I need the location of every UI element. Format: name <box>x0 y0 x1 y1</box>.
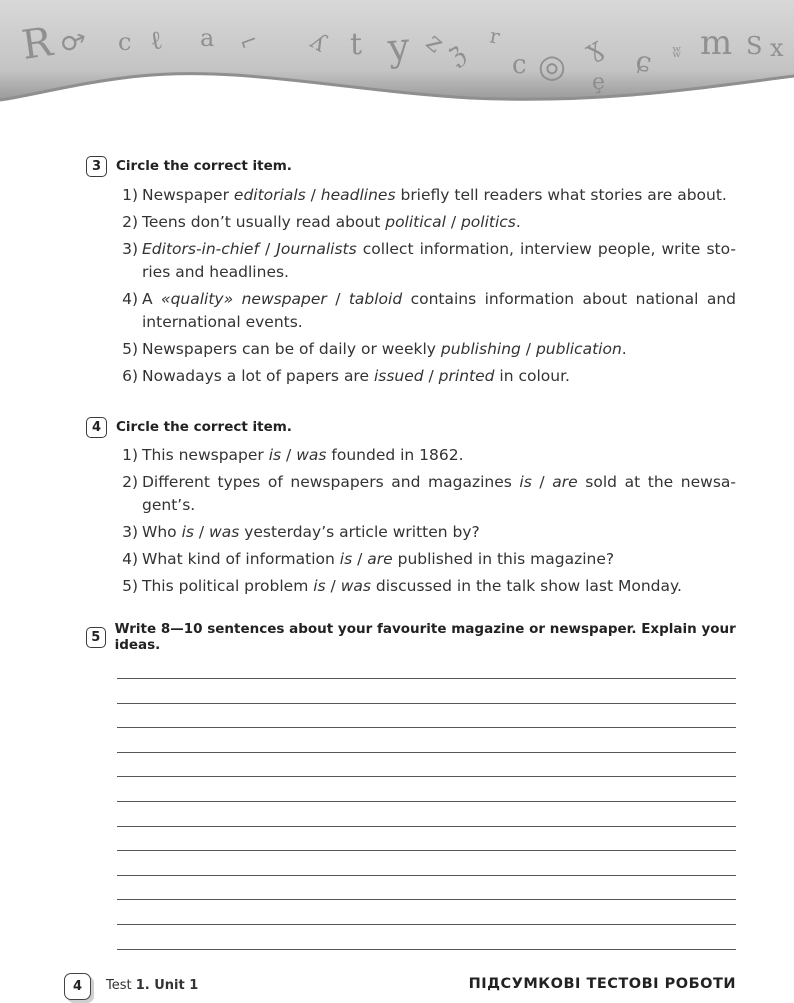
item-number: 4) <box>122 290 138 308</box>
exercise-4 <box>86 416 736 598</box>
decor-letter: R <box>18 19 56 69</box>
exercise-item <box>86 521 736 544</box>
exercise-items <box>86 444 736 598</box>
sentence-text: This newspaper <box>142 446 269 464</box>
exercise-instruction: Circle the correct item. <box>116 419 292 435</box>
decor-letter: c <box>512 50 527 80</box>
exercise-item <box>86 575 736 598</box>
exercise-item <box>86 471 736 517</box>
item-sentence <box>140 238 736 284</box>
item-number: 4) <box>122 550 138 568</box>
exercise-item <box>86 238 736 284</box>
item-sentence <box>140 521 736 544</box>
choice-option[interactable]: issued <box>373 367 424 385</box>
choice-option[interactable]: was <box>209 523 240 541</box>
sentence-text: A <box>142 290 162 308</box>
sentence-text: / <box>520 340 536 358</box>
writing-line[interactable] <box>117 727 736 728</box>
writing-line[interactable] <box>117 678 736 679</box>
writing-line[interactable] <box>117 826 736 827</box>
choice-option[interactable]: «quality» newspaper <box>161 290 327 308</box>
sentence-text: Teens don’t usually read about <box>142 213 386 231</box>
exercise-number-box: 3 <box>86 156 107 177</box>
exercise-3 <box>86 155 736 388</box>
exercise-number-box: 5 <box>86 627 106 648</box>
test-prefix: Test <box>106 978 136 993</box>
page-number: 4 <box>64 973 91 1000</box>
decor-letter: ◎ <box>538 47 566 85</box>
decor-letter: ʎ <box>305 26 332 58</box>
sentence-text: discussed in the talk show last Monday. <box>370 577 682 595</box>
decor-letter: c <box>118 28 132 56</box>
item-number: 3) <box>122 240 138 258</box>
exercise-header <box>86 155 736 177</box>
unit-label: . Unit 1 <box>144 978 199 993</box>
choice-option[interactable]: is <box>268 446 282 464</box>
item-sentence <box>140 211 736 234</box>
item-sentence <box>140 338 736 361</box>
decor-letter: ℨ <box>443 40 471 72</box>
choice-option[interactable]: politics <box>460 213 516 231</box>
writing-line[interactable] <box>117 899 736 900</box>
writing-line[interactable] <box>117 776 736 777</box>
sentence-text: Newspaper <box>142 186 234 204</box>
item-sentence <box>140 548 736 571</box>
item-number: 6) <box>122 367 138 385</box>
choice-option[interactable]: political <box>385 213 446 231</box>
decor-letter: ɕ <box>633 43 655 80</box>
sentence-text: / <box>305 186 321 204</box>
sentence-text: . <box>515 213 521 231</box>
item-number: 3) <box>122 523 138 541</box>
sentence-text: / <box>326 290 349 308</box>
choice-option[interactable]: is <box>181 523 194 541</box>
choice-option[interactable]: are <box>367 550 393 568</box>
item-sentence <box>140 575 736 598</box>
sentence-text: / <box>193 523 210 541</box>
choice-option[interactable]: Journalists <box>276 240 357 258</box>
writing-line[interactable] <box>117 752 736 753</box>
exercise-item <box>86 365 736 388</box>
decor-letter: ɣ <box>579 32 609 66</box>
sentence-text: / <box>258 240 277 258</box>
sentence-text: . <box>621 340 627 358</box>
sentence-text: briefly tell readers what stories are about. <box>395 186 727 204</box>
sentence-text: contains information about national and international events. <box>142 290 737 331</box>
writing-line[interactable] <box>117 924 736 925</box>
choice-option[interactable]: was <box>340 577 371 595</box>
item-sentence <box>140 444 736 467</box>
choice-option[interactable]: publication <box>535 340 622 358</box>
sentence-text: Who <box>142 523 182 541</box>
writing-line[interactable] <box>117 875 736 876</box>
sentence-text: in colour. <box>494 367 570 385</box>
header-decor-letters <box>0 0 794 118</box>
decor-letter: ℓ <box>147 25 165 57</box>
sentence-text: What kind of information <box>142 550 340 568</box>
exercise-items <box>86 184 736 388</box>
sentence-text: published in this magazine? <box>392 550 615 568</box>
choice-option[interactable]: editorials <box>233 186 306 204</box>
sentence-text: / <box>445 213 461 231</box>
exercise-item <box>86 338 736 361</box>
item-number: 2) <box>122 213 138 231</box>
exercise-item <box>86 184 736 207</box>
writing-line[interactable] <box>117 850 736 851</box>
exercise-instruction: Write 8—10 sentences about your favourite magazine or newspaper. Explain your ideas. <box>114 621 736 653</box>
decor-letter: ⌐ <box>236 27 262 58</box>
sentence-text: / <box>281 446 297 464</box>
page-footer <box>64 970 736 1000</box>
writing-line[interactable] <box>117 949 736 950</box>
decor-letter: ȩ <box>592 70 606 95</box>
sentence-text: founded in 1862. <box>326 446 464 464</box>
choice-option[interactable]: are <box>552 473 578 491</box>
test-number: 1 <box>135 978 145 993</box>
choice-option[interactable]: printed <box>438 367 495 385</box>
choice-option[interactable]: publishing <box>440 340 521 358</box>
decor-letter: t <box>350 27 363 62</box>
item-sentence <box>140 184 736 207</box>
item-sentence <box>140 365 736 388</box>
sentence-text: Nowadays a lot of papers are <box>142 367 374 385</box>
writing-line[interactable] <box>117 703 736 704</box>
decor-letter: a <box>200 24 215 52</box>
exercise-item <box>86 444 736 467</box>
decor-letter: r <box>487 23 502 49</box>
choice-option[interactable]: was <box>296 446 327 464</box>
item-number: 1) <box>122 186 138 204</box>
sentence-text: / <box>352 550 368 568</box>
sentence-text: / <box>325 577 341 595</box>
exercise-item <box>86 548 736 571</box>
sentence-text: yesterday’s article written by? <box>239 523 480 541</box>
choice-option[interactable]: is <box>519 473 532 491</box>
choice-option[interactable]: is <box>313 577 326 595</box>
exercise-item <box>86 211 736 234</box>
choice-option[interactable]: Editors-in-chief <box>142 240 259 258</box>
writing-line[interactable] <box>117 801 736 802</box>
choice-option[interactable]: tabloid <box>348 290 403 308</box>
item-number: 2) <box>122 473 138 491</box>
exercise-instruction: Circle the correct item. <box>116 158 292 174</box>
exercise-header <box>86 621 736 653</box>
decor-letter: z <box>419 27 450 59</box>
choice-option[interactable]: headlines <box>320 186 396 204</box>
decor-letter: y <box>386 24 412 70</box>
decor-letter: S <box>746 32 763 60</box>
section-title: ПІДСУМКОВІ ТЕСТОВІ РОБОТИ <box>468 976 736 992</box>
exercise-item <box>86 288 736 334</box>
choice-option[interactable]: is <box>339 550 353 568</box>
item-sentence <box>140 471 736 517</box>
sentence-text: Different types of newspapers and magazines <box>142 473 520 491</box>
sentence-text: collect information, interview people, write sto-ries and headlines. <box>142 240 736 281</box>
exercise-number-box: 4 <box>86 417 107 438</box>
sentence-text: sold at the newsa-gent’s. <box>142 473 736 514</box>
decor-letter: m <box>700 23 733 63</box>
sentence-text: Newspapers can be of daily or weekly <box>142 340 441 358</box>
item-number: 1) <box>122 446 138 464</box>
sentence-text: / <box>531 473 553 491</box>
exercise-5 <box>86 621 736 653</box>
decor-letter: x <box>770 34 784 62</box>
exercise-header <box>86 416 736 438</box>
decor-letter: ʬ <box>672 42 682 61</box>
item-number: 5) <box>122 340 138 358</box>
item-number: 5) <box>122 577 138 595</box>
sentence-text: This political problem <box>142 577 314 595</box>
decor-letter: ♂ <box>55 24 88 62</box>
test-unit-label <box>106 978 198 993</box>
item-sentence <box>140 288 736 334</box>
sentence-text: / <box>423 367 439 385</box>
